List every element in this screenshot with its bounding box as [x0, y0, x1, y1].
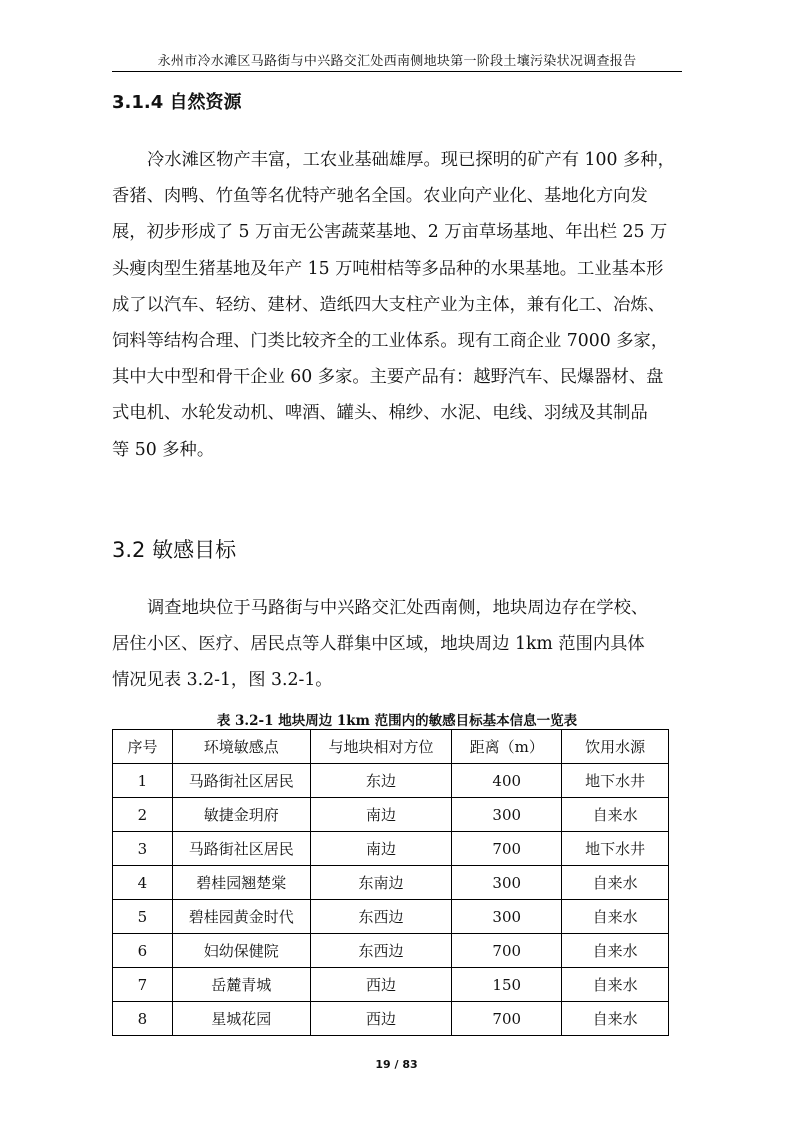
paragraph-line: 居住小区、医疗、居民点等人群集中区域，地块周边 1km 范围内具体	[112, 634, 645, 655]
table-header-row	[113, 730, 669, 764]
table-cell: 妇幼保健院	[172, 934, 310, 968]
table-cell: 西边	[310, 1002, 452, 1036]
table-cell: 地下水井	[562, 832, 669, 866]
table-row	[113, 900, 669, 934]
table-cell: 300	[452, 798, 562, 832]
table-cell: 自来水	[562, 798, 669, 832]
table-cell: 300	[452, 866, 562, 900]
table-row	[113, 764, 669, 798]
table-row	[113, 866, 669, 900]
table-cell: 4	[113, 866, 173, 900]
paragraph-line: 展，初步形成了 5 万亩无公害蔬菜基地、2 万亩草场基地、年出栏 25 万	[112, 222, 668, 243]
table-cell: 8	[113, 1002, 173, 1036]
table-row	[113, 798, 669, 832]
table-cell: 南边	[310, 832, 452, 866]
section-heading-3-2: 3.2 敏感目标	[112, 538, 237, 562]
table-cell: 碧桂园翘楚棠	[172, 866, 310, 900]
paragraph-sensitive-targets	[112, 590, 697, 699]
table-cell: 700	[452, 1002, 562, 1036]
paragraph-line: 其中大中型和骨干企业 60 多家。主要产品有：越野汽车、民爆器材、盘	[112, 367, 664, 388]
table-cell: 自来水	[562, 968, 669, 1002]
table-cell: 东西边	[310, 900, 452, 934]
table-cell: 700	[452, 934, 562, 968]
paragraph-line: 情况见表 3.2-1，图 3.2-1。	[112, 670, 333, 691]
paragraph-line: 成了以汽车、轻纺、建材、造纸四大支柱产业为主体，兼有化工、冶炼、	[112, 294, 666, 315]
paragraph-line: 头瘦肉型生猪基地及年产 15 万吨柑桔等多品种的水果基地。工业基本形	[112, 258, 664, 279]
table-cell: 敏捷金玥府	[172, 798, 310, 832]
paragraph-line: 冷水滩区物产丰富，工农业基础雄厚。现已探明的矿产有 100 多种，	[147, 150, 675, 170]
table-cell: 2	[113, 798, 173, 832]
running-header: 永州市冷水滩区马路街与中兴路交汇处西南侧地块第一阶段土壤污染状况调查报告	[157, 54, 637, 69]
table-cell: 东边	[310, 764, 452, 798]
table-cell: 6	[113, 934, 173, 968]
table-cell: 自来水	[562, 934, 669, 968]
table-cell: 自来水	[562, 900, 669, 934]
paragraph-line: 香猪、肉鸭、竹鱼等名优特产驰名全国。农业向产业化、基地化方向发	[112, 186, 648, 207]
paragraph-natural-resources	[112, 142, 697, 468]
table-cell: 南边	[310, 798, 452, 832]
sensitive-targets-table	[112, 729, 669, 1036]
column-header: 环境敏感点	[172, 730, 310, 764]
table-cell: 自来水	[562, 1002, 669, 1036]
table-row	[113, 1002, 669, 1036]
header-divider	[112, 71, 682, 72]
table-cell: 岳麓青城	[172, 968, 310, 1002]
table-cell: 西边	[310, 968, 452, 1002]
table-row	[113, 832, 669, 866]
table-cell: 自来水	[562, 866, 669, 900]
paragraph-line: 等 50 多种。	[112, 439, 215, 460]
table-cell: 碧桂园黄金时代	[172, 900, 310, 934]
table-cell: 东西边	[310, 934, 452, 968]
column-header: 与地块相对方位	[310, 730, 452, 764]
table-cell: 700	[452, 832, 562, 866]
paragraph-line: 式电机、水轮发动机、啤酒、罐头、棉纱、水泥、电线、羽绒及其制品	[112, 403, 648, 424]
page-number: 19 / 83	[375, 1058, 418, 1071]
table-cell: 东南边	[310, 866, 452, 900]
table-cell: 3	[113, 832, 173, 866]
table-cell: 马路街社区居民	[172, 764, 310, 798]
column-header: 距离（m）	[452, 730, 562, 764]
column-header: 序号	[113, 730, 173, 764]
table-cell: 地下水井	[562, 764, 669, 798]
paragraph-line: 调查地块位于马路街与中兴路交汇处西南侧，地块周边存在学校、	[147, 598, 649, 618]
table-cell: 150	[452, 968, 562, 1002]
table-row	[113, 968, 669, 1002]
table-cell: 星城花园	[172, 1002, 310, 1036]
section-heading-3-1-4: 3.1.4 自然资源	[112, 92, 242, 113]
table-cell: 5	[113, 900, 173, 934]
paragraph-line: 饲料等结构合理、门类比较齐全的工业体系。现有工商企业 7000 多家，	[112, 330, 669, 351]
table-cell: 马路街社区居民	[172, 832, 310, 866]
column-header: 饮用水源	[562, 730, 669, 764]
table-cell: 7	[113, 968, 173, 1002]
table-cell: 1	[113, 764, 173, 798]
table-caption: 表 3.2-1 地块周边 1km 范围内的敏感目标基本信息一览表	[216, 713, 578, 729]
table-row	[113, 934, 669, 968]
table-cell: 300	[452, 900, 562, 934]
table-cell: 400	[452, 764, 562, 798]
